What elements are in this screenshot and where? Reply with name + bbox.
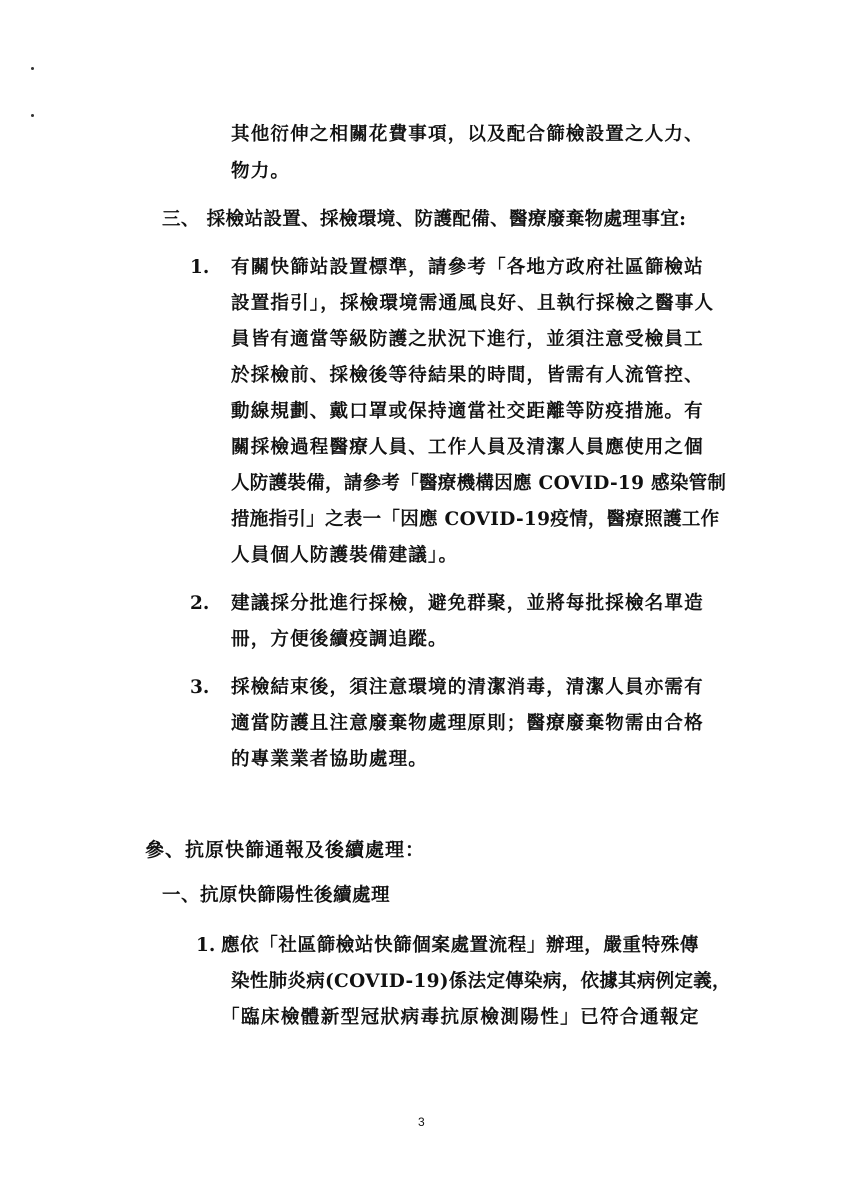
list-item-line: 染性肺炎病(COVID-19)係法定傳染病，依據其病例定義，: [231, 971, 731, 992]
list-item-line: 有關快篩站設置標準，請參考「各地方政府社區篩檢站: [231, 257, 704, 278]
part-heading: 參、抗原快篩通報及後續處理：: [145, 839, 426, 861]
paragraph-line: 物力。: [231, 161, 291, 182]
list-number: 3.: [190, 677, 210, 698]
list-item-line: 動線規劃、戴口罩或保持適當社交距離等防疫措施。有: [231, 401, 704, 422]
list-item-line: 適當防護且注意廢棄物處理原則；醫療廢棄物需由合格: [231, 713, 704, 734]
list-item-line: 員皆有適當等級防護之狀況下進行，並須注意受檢員工: [231, 329, 704, 350]
list-item-line: 人防護裝備，請參考「醫療機構因應 COVID-19 感染管制: [231, 473, 727, 494]
list-item-line: 關採檢過程醫療人員、工作人員及清潔人員應使用之個: [231, 437, 704, 458]
scan-dot-mark: [31, 67, 34, 70]
list-item-line: 冊，方便後續疫調追蹤。: [231, 629, 448, 650]
page-number: 3: [418, 1115, 425, 1129]
list-item-line: 建議採分批進行採檢，避免群聚，並將每批採檢名單造: [231, 593, 704, 614]
section-heading: 三、 採檢站設置、採檢環境、防護配備、醫療廢棄物處理事宜:: [162, 209, 687, 230]
scan-dot-mark: [31, 114, 34, 117]
list-item-line: 採檢結束後，須注意環境的清潔消毒，清潔人員亦需有: [231, 677, 704, 698]
paragraph-line: 其他衍伸之相關花費事項，以及配合篩檢設置之人力、: [231, 124, 704, 145]
list-item-line: 「臨床檢體新型冠狀病毒抗原檢測陽性」已符合通報定: [221, 1007, 699, 1028]
list-item-line: 的專業業者協助處理。: [231, 749, 429, 770]
sub-heading: 一、抗原快篩陽性後續處理: [162, 885, 391, 906]
list-item-line: 人員個人防護裝備建議」。: [231, 545, 459, 566]
list-item-line: 於採檢前、採檢後等待結果的時間，皆需有人流管控、: [231, 365, 704, 386]
list-number: 2.: [190, 593, 210, 614]
list-number: 1.: [190, 257, 210, 278]
list-item-line: 措施指引」之表一「因應 COVID-19疫情，醫療照護工作: [231, 509, 720, 530]
list-number: 1.: [196, 935, 216, 956]
list-item-line: 設置指引」，採檢環境需通風良好、且執行採檢之醫事人: [231, 293, 715, 314]
list-item-line: 應依「社區篩檢站快篩個案處置流程」辦理，嚴重特殊傳: [221, 935, 699, 956]
